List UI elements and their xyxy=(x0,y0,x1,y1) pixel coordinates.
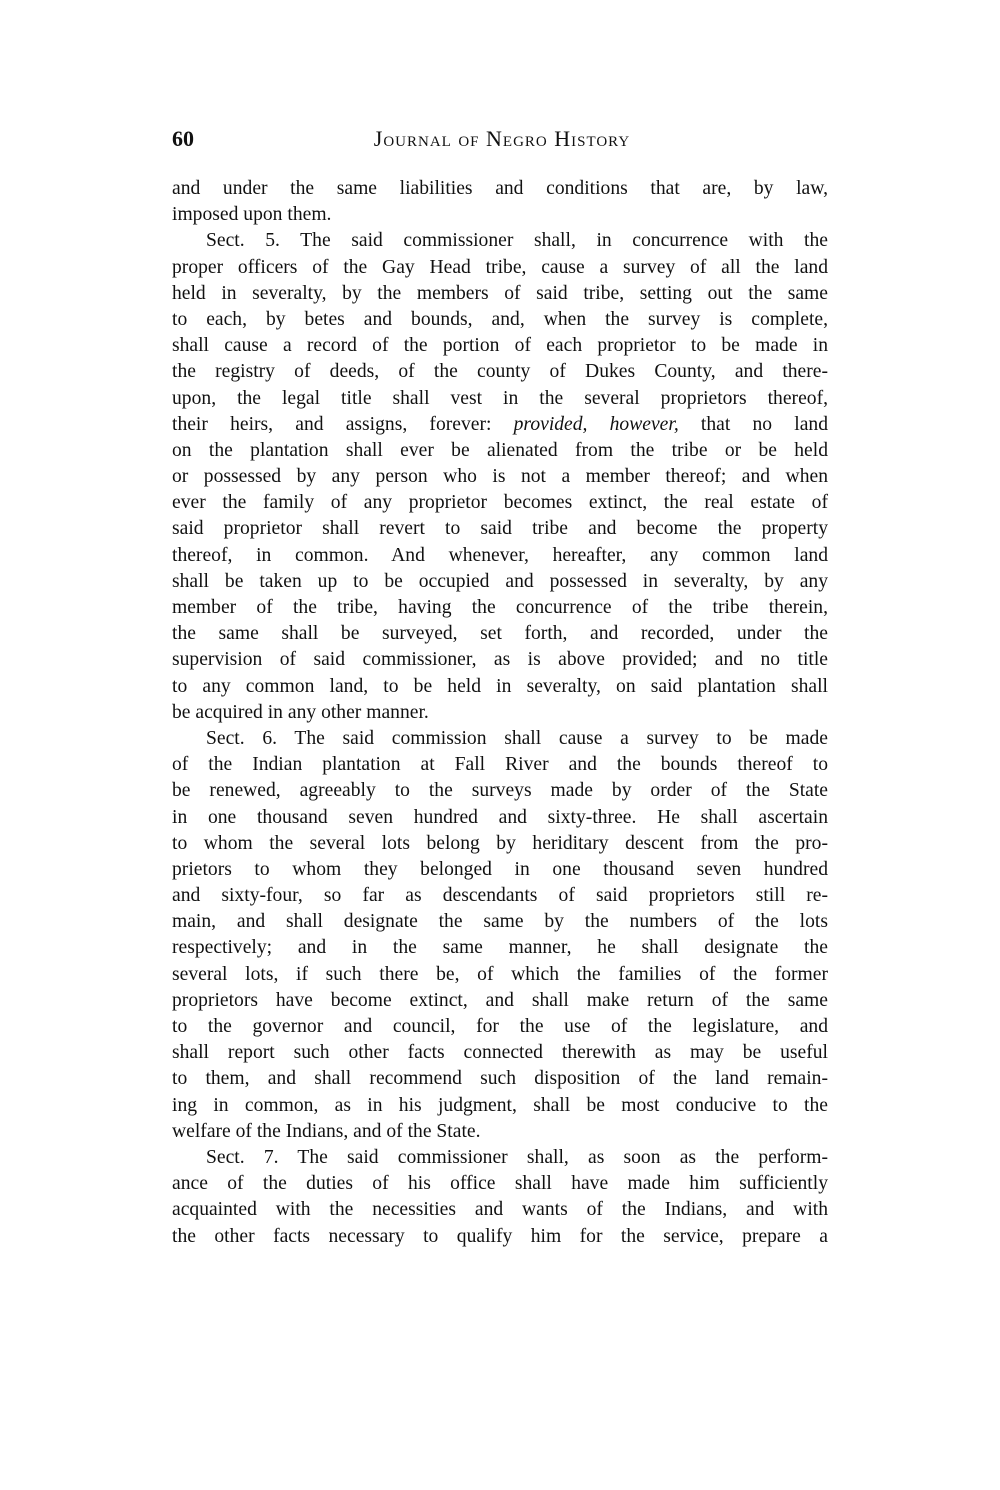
text-line: upon, the legal title shall vest in the several proprietors thereof, xyxy=(172,387,828,409)
text-line: ever the family of any proprietor becomes extinct, the real estate of xyxy=(172,492,828,514)
text-line: Sect. 5. The said commissioner shall, in concurrence with the xyxy=(206,230,828,252)
journal-title: Journal of Negro History xyxy=(373,126,631,151)
text-line: proper officers of the Gay Head tribe, cause a survey of all the land xyxy=(172,256,828,278)
text-line: to any common land, to be held in severalty, on said plantation shall xyxy=(172,675,828,697)
text-line: respectively; and in the same manner, he shall designate the xyxy=(172,937,828,959)
text-line xyxy=(172,412,828,438)
text-line: shall cause a record of the portion of each proprietor to be made in xyxy=(172,335,828,357)
text-line: the registry of deeds, of the county of Dukes County, and there- xyxy=(172,361,828,383)
text-line: to whom the several lots belong by heriditary descent from the pro- xyxy=(172,832,828,854)
italic-text-segment: provided, however, xyxy=(513,413,679,435)
text-line: shall report such other facts connected therewith as may be useful xyxy=(172,1042,828,1064)
text-line: be renewed, agreeably to the surveys made by order of the State xyxy=(172,780,828,802)
text-line: main, and shall designate the same by the numbers of the lots xyxy=(172,911,828,933)
text-line: and under the same liabilities and conditions that are, by law, xyxy=(172,178,828,199)
text-line: of the Indian plantation at Fall River and the bounds thereof to xyxy=(172,754,828,776)
text-line: Sect. 6. The said commission shall cause a survey to be made xyxy=(206,727,828,749)
text-line: imposed upon them. xyxy=(172,204,332,226)
text-line: ance of the duties of his office shall have made him sufficiently xyxy=(172,1173,828,1195)
text-line: to them, and shall recommend such disposition of the land remain- xyxy=(172,1068,828,1090)
text-line: the same shall be surveyed, set forth, and recorded, under the xyxy=(172,623,828,645)
text-line: Sect. 7. The said commissioner shall, as soon as the perform- xyxy=(206,1146,828,1168)
text-segment: their heirs, and assigns, forever: xyxy=(172,413,514,435)
paragraph xyxy=(172,726,828,1145)
text-line: proprietors have become extinct, and shall make return of the same xyxy=(172,989,828,1011)
running-head xyxy=(172,126,832,156)
text-line: held in severalty, by the members of said tribe, setting out the same xyxy=(172,282,828,304)
text-line: and sixty-four, so far as descendants of said proprietors still re- xyxy=(172,885,828,907)
text-line: the other facts necessary to qualify him for the service, prepare a xyxy=(172,1225,828,1247)
text-line: several lots, if such there be, of which the families of the former xyxy=(172,963,828,985)
text-line: ing in common, as in his judgment, shall be most conducive to the xyxy=(172,1094,828,1116)
paragraph xyxy=(172,1145,828,1250)
paragraph xyxy=(172,228,828,726)
text-line: thereof, in common. And whenever, hereafter, any common land xyxy=(172,544,828,566)
text-line: to each, by betes and bounds, and, when the survey is complete, xyxy=(172,308,828,330)
paragraph xyxy=(172,176,828,228)
page-number: 60 xyxy=(172,126,194,151)
text-line: or possessed by any person who is not a member thereof; and when xyxy=(172,466,828,488)
body-text xyxy=(172,176,828,1250)
text-line: on the plantation shall ever be alienated from the tribe or be held xyxy=(172,439,828,461)
text-line: supervision of said commissioner, as is above provided; and no title xyxy=(172,649,828,671)
text-segment: that no land xyxy=(678,413,828,435)
text-line: prietors to whom they belonged in one thousand seven hundred xyxy=(172,858,828,880)
text-line: be acquired in any other manner. xyxy=(172,701,429,723)
text-line: to the governor and council, for the use of the legislature, and xyxy=(172,1016,828,1037)
text-line: shall be taken up to be occupied and possessed in severalty, by any xyxy=(172,570,828,592)
text-line: acquainted with the necessities and wants of the Indians, and with xyxy=(172,1199,828,1221)
text-line: member of the tribe, having the concurrence of the tribe therein, xyxy=(172,597,828,618)
text-line: welfare of the Indians, and of the State. xyxy=(172,1120,481,1142)
text-line: in one thousand seven hundred and sixty-three. He shall ascertain xyxy=(172,806,828,828)
text-line: said proprietor shall revert to said tribe and become the property xyxy=(172,518,828,540)
